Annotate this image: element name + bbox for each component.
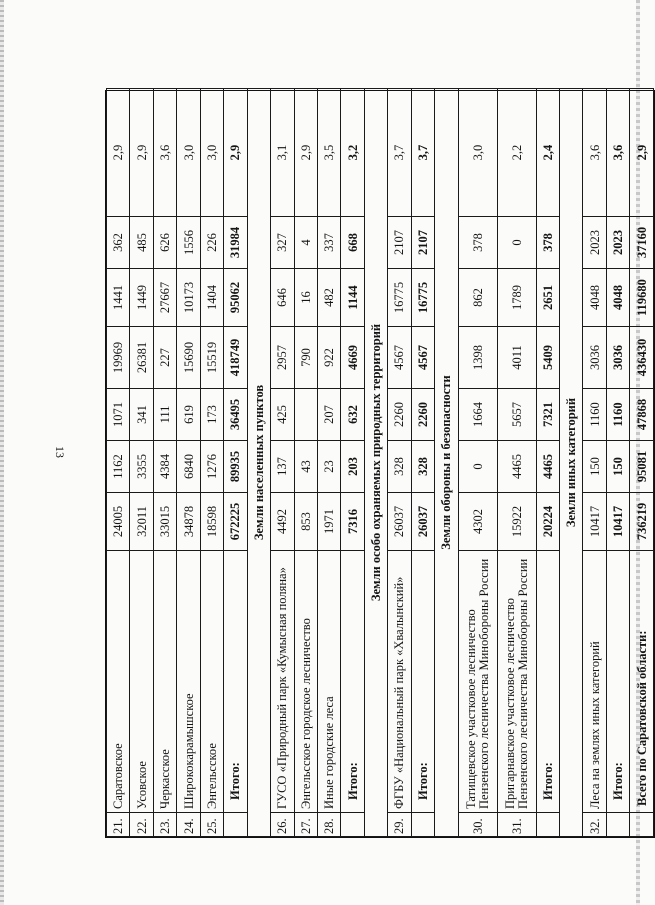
value-cell: 1404 xyxy=(200,269,223,327)
row-name: Итого: xyxy=(536,551,559,813)
table-row xyxy=(153,89,176,837)
value-cell: 646 xyxy=(271,269,294,327)
value-cell: 36495 xyxy=(224,389,247,441)
value-cell: 16775 xyxy=(388,269,411,327)
row-name: ГУСО «Природный парк «Кумысная поляна» xyxy=(271,551,294,813)
value-cell: 24005 xyxy=(107,493,130,551)
forest-land-table xyxy=(106,88,654,837)
value-cell: 482 xyxy=(317,269,340,327)
value-cell: 4011 xyxy=(497,327,536,389)
scan-edge-left xyxy=(0,0,4,905)
value-cell: 3,6 xyxy=(583,89,606,217)
row-number: 22. xyxy=(130,813,153,837)
section-heading-row xyxy=(247,89,270,837)
value-cell: 150 xyxy=(583,441,606,493)
total-row xyxy=(606,89,629,837)
row-name: Усовское xyxy=(130,551,153,813)
value-cell: 26037 xyxy=(388,493,411,551)
value-cell: 619 xyxy=(177,389,200,441)
value-cell: 3,5 xyxy=(317,89,340,217)
row-number: 31. xyxy=(497,813,536,837)
row-number xyxy=(536,813,559,837)
value-cell: 1071 xyxy=(107,389,130,441)
value-cell: 7321 xyxy=(536,389,559,441)
value-cell: 3,0 xyxy=(458,89,497,217)
value-cell: 4567 xyxy=(388,327,411,389)
value-cell: 922 xyxy=(317,327,340,389)
table-row xyxy=(177,89,200,837)
value-cell: 328 xyxy=(411,441,434,493)
value-cell: 3036 xyxy=(606,327,629,389)
value-cell: 0 xyxy=(497,217,536,269)
row-name: Татищевское участковое лесничество Пензенского лесничества Минобороны России xyxy=(458,551,497,813)
row-number: 25. xyxy=(200,813,223,837)
value-cell: 1556 xyxy=(177,217,200,269)
value-cell: 26381 xyxy=(130,327,153,389)
table-row xyxy=(458,89,497,837)
value-cell: 736219 xyxy=(630,493,654,551)
value-cell: 1160 xyxy=(583,389,606,441)
forest-land-table-wrapper xyxy=(105,90,655,838)
value-cell: 3,0 xyxy=(177,89,200,217)
value-cell: 3036 xyxy=(583,327,606,389)
row-number: 32. xyxy=(583,813,606,837)
value-cell: 15922 xyxy=(497,493,536,551)
row-name: Энгельсское городское лесничество xyxy=(294,551,317,813)
value-cell: 485 xyxy=(130,217,153,269)
value-cell: 1398 xyxy=(458,327,497,389)
value-cell: 4302 xyxy=(458,493,497,551)
value-cell: 95081 xyxy=(630,441,654,493)
value-cell: 10417 xyxy=(606,493,629,551)
value-cell: 2,9 xyxy=(130,89,153,217)
value-cell: 6840 xyxy=(177,441,200,493)
value-cell: 1276 xyxy=(200,441,223,493)
value-cell: 47868 xyxy=(630,389,654,441)
value-cell: 2107 xyxy=(388,217,411,269)
total-row xyxy=(341,89,364,837)
value-cell: 626 xyxy=(153,217,176,269)
value-cell: 1664 xyxy=(458,389,497,441)
value-cell: 668 xyxy=(341,217,364,269)
value-cell: 2,4 xyxy=(536,89,559,217)
value-cell: 362 xyxy=(107,217,130,269)
value-cell: 16775 xyxy=(411,269,434,327)
total-row xyxy=(536,89,559,837)
value-cell: 15519 xyxy=(200,327,223,389)
value-cell: 3,1 xyxy=(271,89,294,217)
value-cell: 20224 xyxy=(536,493,559,551)
section-heading-row xyxy=(364,89,387,837)
value-cell: 26037 xyxy=(411,493,434,551)
table-row xyxy=(130,89,153,837)
value-cell: 2651 xyxy=(536,269,559,327)
value-cell: 418749 xyxy=(224,327,247,389)
total-row xyxy=(411,89,434,837)
value-cell: 95062 xyxy=(224,269,247,327)
table-row xyxy=(497,89,536,837)
value-cell: 31984 xyxy=(224,217,247,269)
row-number: 21. xyxy=(107,813,130,837)
value-cell: 0 xyxy=(458,441,497,493)
row-name: Итого: xyxy=(341,551,364,813)
value-cell: 1971 xyxy=(317,493,340,551)
value-cell: 23 xyxy=(317,441,340,493)
value-cell: 4567 xyxy=(411,327,434,389)
value-cell: 137 xyxy=(271,441,294,493)
value-cell: 1144 xyxy=(341,269,364,327)
section-heading: Земли обороны и безопасности xyxy=(435,89,458,837)
table-row xyxy=(388,89,411,837)
row-number xyxy=(606,813,629,837)
value-cell: 672225 xyxy=(224,493,247,551)
row-number: 28. xyxy=(317,813,340,837)
value-cell: 33015 xyxy=(153,493,176,551)
grand-total-row xyxy=(630,89,654,837)
value-cell: 15690 xyxy=(177,327,200,389)
total-row xyxy=(224,89,247,837)
value-cell: 4669 xyxy=(341,327,364,389)
value-cell: 32011 xyxy=(130,493,153,551)
value-cell: 1441 xyxy=(107,269,130,327)
section-heading: Земли населенных пунктов xyxy=(247,89,270,837)
value-cell: 436430 xyxy=(630,327,654,389)
value-cell: 327 xyxy=(271,217,294,269)
row-number xyxy=(411,813,434,837)
value-cell: 119680 xyxy=(630,269,654,327)
row-number: 23. xyxy=(153,813,176,837)
value-cell: 173 xyxy=(200,389,223,441)
value-cell: 3,7 xyxy=(388,89,411,217)
value-cell: 19969 xyxy=(107,327,130,389)
value-cell: 37160 xyxy=(630,217,654,269)
value-cell: 632 xyxy=(341,389,364,441)
section-heading: Земли иных категорий xyxy=(560,89,583,837)
value-cell: 16 xyxy=(294,269,317,327)
row-name: Всего по Саратовской области: xyxy=(630,551,654,813)
value-cell: 853 xyxy=(294,493,317,551)
table-body xyxy=(107,89,654,837)
value-cell: 226 xyxy=(200,217,223,269)
value-cell: 2,2 xyxy=(497,89,536,217)
value-cell: 341 xyxy=(130,389,153,441)
row-name: Ширококарамышское xyxy=(177,551,200,813)
value-cell: 2,9 xyxy=(294,89,317,217)
value-cell: 425 xyxy=(271,389,294,441)
value-cell: 1789 xyxy=(497,269,536,327)
row-number xyxy=(630,813,654,837)
row-name: Саратовское xyxy=(107,551,130,813)
row-number xyxy=(341,813,364,837)
value-cell: 7316 xyxy=(341,493,364,551)
value-cell: 2,9 xyxy=(224,89,247,217)
value-cell: 4492 xyxy=(271,493,294,551)
value-cell: 2023 xyxy=(606,217,629,269)
row-name: Итого: xyxy=(224,551,247,813)
value-cell: 4048 xyxy=(606,269,629,327)
row-name: Итого: xyxy=(411,551,434,813)
value-cell: 227 xyxy=(153,327,176,389)
value-cell: 27667 xyxy=(153,269,176,327)
value-cell: 5657 xyxy=(497,389,536,441)
value-cell: 43 xyxy=(294,441,317,493)
value-cell: 3,7 xyxy=(411,89,434,217)
value-cell: 4384 xyxy=(153,441,176,493)
value-cell: 2107 xyxy=(411,217,434,269)
row-number xyxy=(224,813,247,837)
row-name: Леса на землях иных категорий xyxy=(583,551,606,813)
value-cell: 337 xyxy=(317,217,340,269)
table-row xyxy=(200,89,223,837)
value-cell: 2957 xyxy=(271,327,294,389)
value-cell: 378 xyxy=(458,217,497,269)
value-cell: 2260 xyxy=(411,389,434,441)
value-cell: 4048 xyxy=(583,269,606,327)
value-cell: 862 xyxy=(458,269,497,327)
value-cell: 3,6 xyxy=(153,89,176,217)
value-cell: 2260 xyxy=(388,389,411,441)
row-name: ФГБУ «Национальный парк «Хвалынский» xyxy=(388,551,411,813)
row-number: 24. xyxy=(177,813,200,837)
value-cell: 4 xyxy=(294,217,317,269)
value-cell: 328 xyxy=(388,441,411,493)
value-cell: 18598 xyxy=(200,493,223,551)
value-cell: 3,2 xyxy=(341,89,364,217)
value-cell: 1449 xyxy=(130,269,153,327)
row-name: Итого: xyxy=(606,551,629,813)
value-cell: 1160 xyxy=(606,389,629,441)
row-name: Черкасское xyxy=(153,551,176,813)
value-cell: 150 xyxy=(606,441,629,493)
value-cell: 378 xyxy=(536,217,559,269)
value-cell: 2,9 xyxy=(630,89,654,217)
value-cell: 2,9 xyxy=(107,89,130,217)
value-cell: 3,6 xyxy=(606,89,629,217)
value-cell: 207 xyxy=(317,389,340,441)
value-cell: 2023 xyxy=(583,217,606,269)
value-cell: 4465 xyxy=(497,441,536,493)
table-row xyxy=(107,89,130,837)
row-name: Иные городские леса xyxy=(317,551,340,813)
section-heading: Земли особо охраняемых природных территорий xyxy=(364,89,387,837)
table-row xyxy=(294,89,317,837)
value-cell: 10173 xyxy=(177,269,200,327)
row-number: 30. xyxy=(458,813,497,837)
value-cell: 89935 xyxy=(224,441,247,493)
value-cell: 34878 xyxy=(177,493,200,551)
section-heading-row xyxy=(560,89,583,837)
value-cell: 111 xyxy=(153,389,176,441)
value-cell: 3355 xyxy=(130,441,153,493)
row-number: 26. xyxy=(271,813,294,837)
table-row xyxy=(317,89,340,837)
section-heading-row xyxy=(435,89,458,837)
value-cell: 790 xyxy=(294,327,317,389)
row-name: Энгельсское xyxy=(200,551,223,813)
row-name: Пригарнавское участковое лесничество Пензенского лесничества Минобороны России xyxy=(497,551,536,813)
page-number: 13 xyxy=(53,446,67,458)
table-row xyxy=(583,89,606,837)
value-cell: 203 xyxy=(341,441,364,493)
row-number: 27. xyxy=(294,813,317,837)
value-cell: 3,0 xyxy=(200,89,223,217)
table-row xyxy=(271,89,294,837)
value-cell: 4465 xyxy=(536,441,559,493)
value-cell xyxy=(294,389,317,441)
row-number: 29. xyxy=(388,813,411,837)
value-cell: 5409 xyxy=(536,327,559,389)
value-cell: 10417 xyxy=(583,493,606,551)
value-cell: 1162 xyxy=(107,441,130,493)
